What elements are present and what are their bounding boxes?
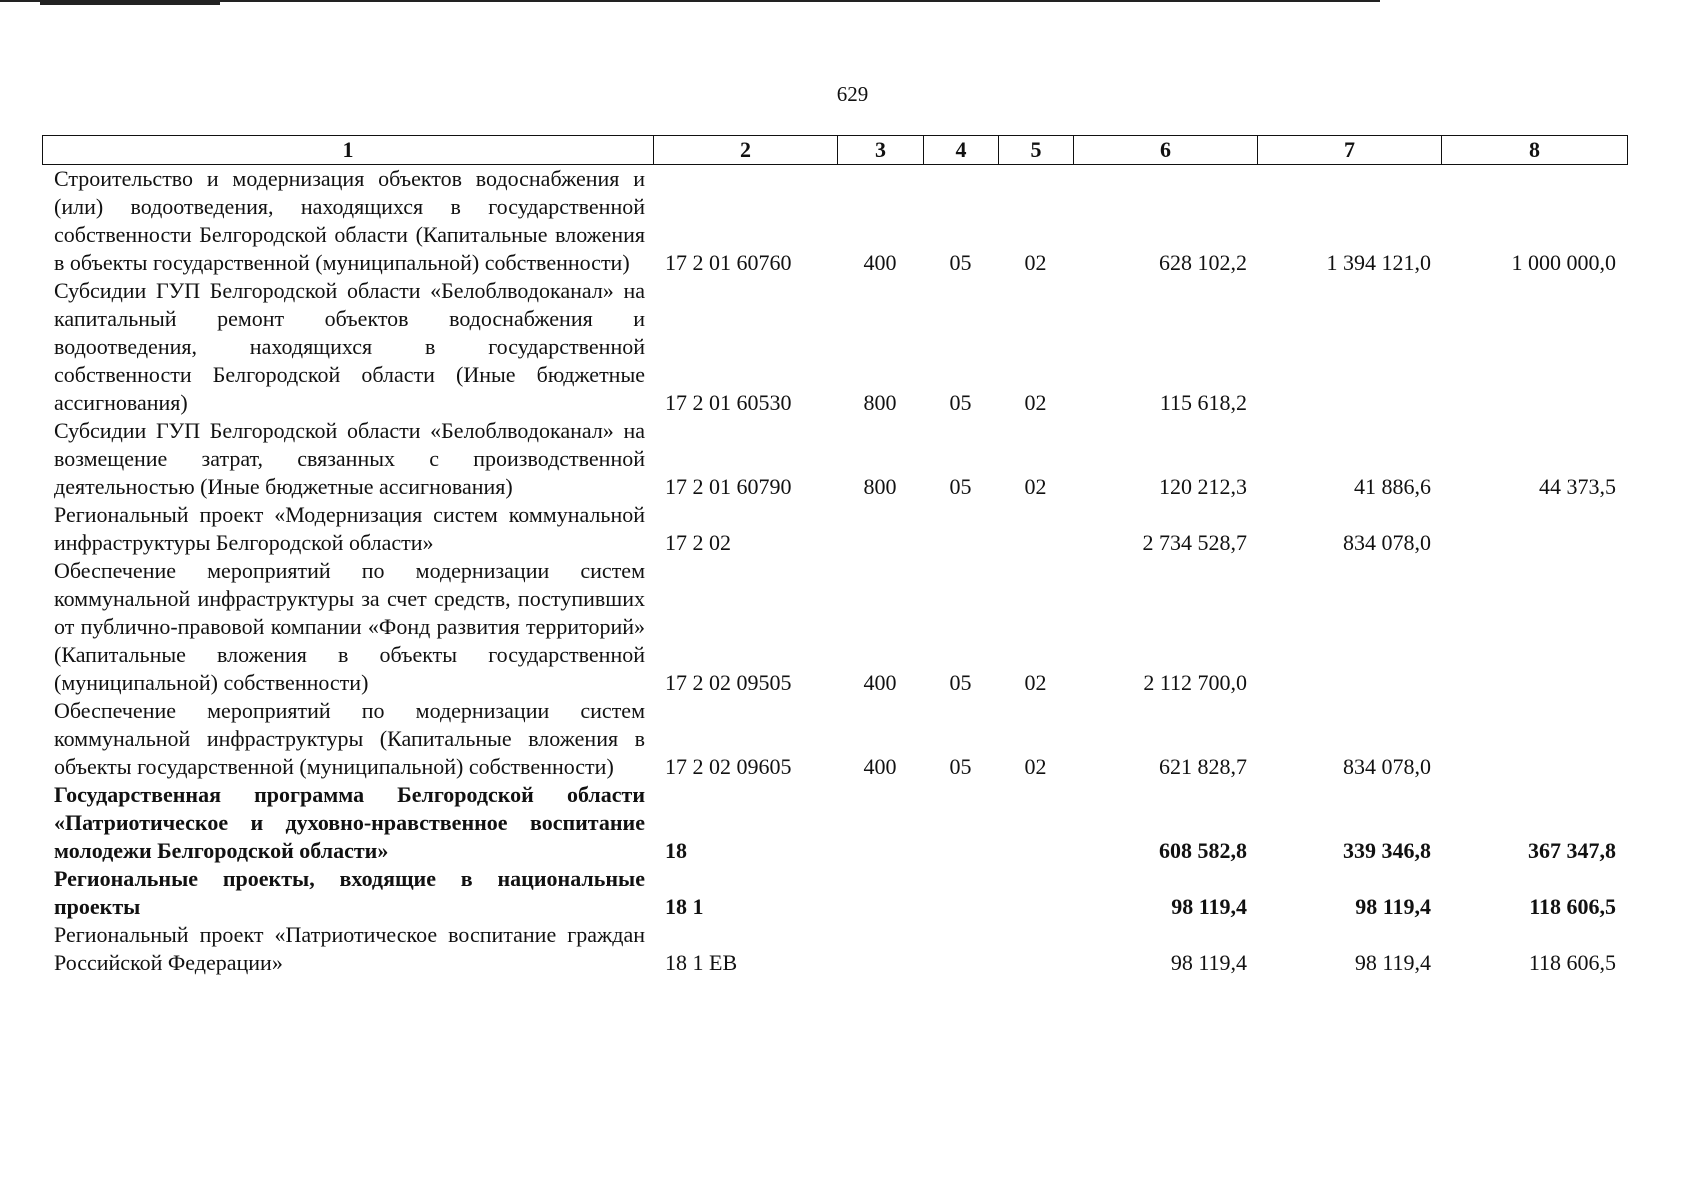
header-cell-1: 1 [43, 136, 654, 164]
row-col4: 05 [949, 250, 972, 275]
header-cell-5: 5 [999, 136, 1074, 164]
header-cell-3: 3 [838, 136, 924, 164]
header-cell-7: 7 [1258, 136, 1442, 164]
row-col7: 1 394 121,0 [1326, 250, 1431, 275]
table-row [42, 781, 1628, 865]
row-col6: 2 112 700,0 [1143, 670, 1247, 695]
row-code: 17 2 02 09605 [665, 754, 792, 779]
table-row [42, 277, 1628, 417]
row-code: 18 1 [665, 894, 704, 919]
row-col8: 367 347,8 [1528, 838, 1616, 863]
row-col3: 800 [863, 474, 897, 499]
row-code: 17 2 02 09505 [665, 670, 792, 695]
row-name: Региональные проекты, входящие в национальные проекты [54, 866, 645, 919]
row-col6: 2 734 528,7 [1142, 530, 1247, 555]
budget-table [42, 135, 1628, 977]
row-col8: 118 606,5 [1529, 894, 1616, 919]
header-cell-2: 2 [654, 136, 838, 164]
row-code: 17 2 01 60790 [665, 474, 792, 499]
row-name: Государственная программа Белгородской области «Патриотическое и духовно-нравственное воспитание молодежи Белгородской области» [54, 782, 645, 863]
row-name: Строительство и модернизация объектов водоснабжения и (или) водоотведения, находящихся в государственной собственности Белгородской области (Капитальные вложения в объекты государственной (муниципальной) собственности) [54, 166, 645, 275]
header-cell-6: 6 [1074, 136, 1258, 164]
row-col3: 400 [863, 250, 897, 275]
row-name: Региональный проект «Патриотическое воспитание граждан Российской Федерации» [54, 922, 645, 975]
row-col6: 98 119,4 [1170, 950, 1247, 975]
row-col5: 02 [1024, 754, 1047, 779]
row-col4: 05 [949, 670, 972, 695]
table-row [42, 557, 1628, 697]
row-col6: 628 102,2 [1159, 250, 1247, 275]
table-row [42, 165, 1628, 277]
scan-edge-mark [40, 1, 220, 5]
table-row [42, 501, 1628, 557]
row-col6: 621 828,7 [1159, 754, 1247, 779]
row-code: 17 2 01 60530 [665, 390, 792, 415]
row-col3: 400 [863, 754, 897, 779]
row-col4: 05 [949, 474, 972, 499]
table-header-row [42, 135, 1628, 165]
row-code: 18 1 EB [665, 950, 738, 975]
row-col4: 05 [949, 390, 972, 415]
row-col3: 800 [863, 390, 897, 415]
row-col5: 02 [1024, 390, 1047, 415]
row-code: 17 2 02 [665, 530, 731, 555]
header-cell-8: 8 [1529, 137, 1540, 162]
row-col6: 120 212,3 [1159, 474, 1247, 499]
row-col6: 608 582,8 [1159, 838, 1247, 863]
row-code: 17 2 01 60760 [665, 250, 792, 275]
row-col5: 02 [1024, 474, 1047, 499]
row-name: Обеспечение мероприятий по модернизации систем коммунальной инфраструктуры (Капитальные вложения в объекты государственной (муниципальной) собственности) [54, 698, 645, 779]
row-col7: 41 886,6 [1354, 474, 1431, 499]
row-code: 18 [665, 838, 687, 863]
row-col6: 115 618,2 [1159, 390, 1247, 415]
row-col4: 05 [949, 754, 972, 779]
row-name: Субсидии ГУП Белгородской области «Белоблводоканал» на возмещение затрат, связанных с производственной деятельностью (Иные бюджетные ассигнования) [54, 418, 645, 499]
row-name: Субсидии ГУП Белгородской области «Белоблводоканал» на капитальный ремонт объектов водоснабжения и водоотведения, находящихся в государственной собственности Белгородской области (Иные бюджетные ассигнования) [54, 278, 645, 415]
row-col7: 834 078,0 [1343, 530, 1431, 555]
row-col3: 400 [863, 670, 897, 695]
row-col8: 1 000 000,0 [1511, 250, 1616, 275]
header-cell-4: 4 [924, 136, 999, 164]
row-col7: 98 119,4 [1354, 950, 1431, 975]
table-row [42, 865, 1628, 921]
page-number: 629 [836, 82, 869, 106]
row-col7: 834 078,0 [1343, 754, 1431, 779]
table-row [42, 921, 1628, 977]
table-row [42, 697, 1628, 781]
row-col6: 98 119,4 [1171, 894, 1247, 919]
row-col7: 98 119,4 [1355, 894, 1431, 919]
row-name: Обеспечение мероприятий по модернизации систем коммунальной инфраструктуры за счет средств, поступивших от публично-правовой компании «Фонд развития территорий» (Капитальные вложения в объекты государственной (муниципальной) собственности) [54, 558, 645, 695]
row-name: Региональный проект «Модернизация систем коммунальной инфраструктуры Белгородской области» [54, 502, 645, 555]
row-col8: 118 606,5 [1528, 950, 1616, 975]
row-col5: 02 [1024, 250, 1047, 275]
table-row [42, 417, 1628, 501]
row-col8: 44 373,5 [1539, 474, 1616, 499]
row-col7: 339 346,8 [1343, 838, 1431, 863]
row-col5: 02 [1024, 670, 1047, 695]
